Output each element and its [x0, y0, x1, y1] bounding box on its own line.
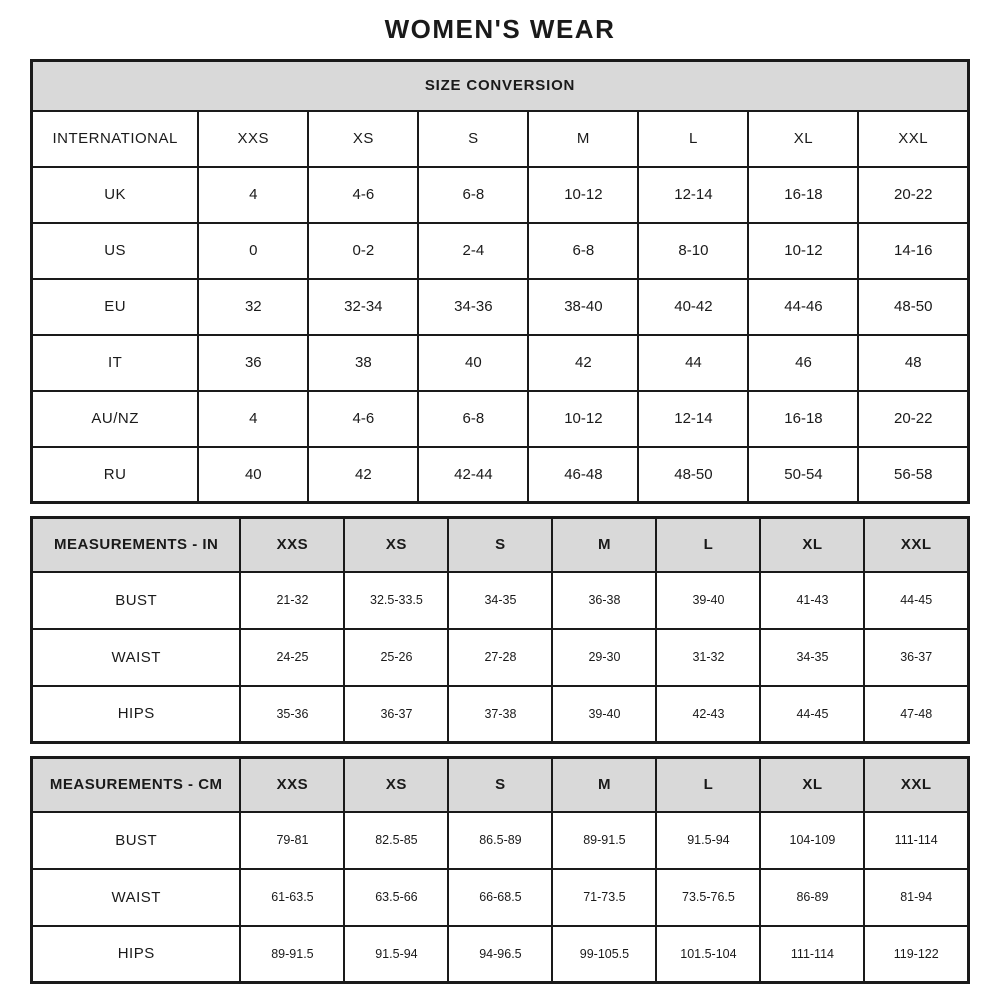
table-cell: 36-37 — [344, 686, 448, 743]
column-header-xl: XL — [760, 518, 864, 572]
table-cell: 8-10 — [638, 223, 748, 279]
column-header-xs: XS — [308, 111, 418, 167]
row-label-hips: HIPS — [32, 926, 241, 983]
table-cell: 20-22 — [858, 167, 968, 223]
table-row-uk — [32, 167, 969, 223]
row-label-bust: BUST — [32, 572, 241, 629]
column-header-s: S — [448, 518, 552, 572]
table-row-it — [32, 335, 969, 391]
table-cell: 42 — [528, 335, 638, 391]
column-header-l: L — [638, 111, 748, 167]
table-row-waist-cm — [32, 869, 969, 926]
measurements-cm-table — [30, 756, 970, 984]
table-row-us — [32, 223, 969, 279]
column-header-xxs: XXS — [240, 518, 344, 572]
table-cell: 89-91.5 — [552, 812, 656, 869]
row-label-aunz: AU/NZ — [32, 391, 199, 447]
table-cell: 42 — [308, 447, 418, 503]
table-cell: 34-35 — [448, 572, 552, 629]
table-cell: 101.5-104 — [656, 926, 760, 983]
table-cell: 12-14 — [638, 391, 748, 447]
table-cell: 31-32 — [656, 629, 760, 686]
table-cell: 119-122 — [864, 926, 968, 983]
table-cell: 39-40 — [656, 572, 760, 629]
table-cell: 99-105.5 — [552, 926, 656, 983]
column-header-m: M — [528, 111, 638, 167]
row-label-it: IT — [32, 335, 199, 391]
table-cell: 86.5-89 — [448, 812, 552, 869]
row-label-ru: RU — [32, 447, 199, 503]
table-cell: 41-43 — [760, 572, 864, 629]
column-header-s: S — [418, 111, 528, 167]
row-label-waist: WAIST — [32, 629, 241, 686]
table-cell: 36-38 — [552, 572, 656, 629]
table-row-aunz — [32, 391, 969, 447]
measurements-cm-header-row — [32, 758, 969, 812]
table-cell: 29-30 — [552, 629, 656, 686]
table-cell: 40-42 — [638, 279, 748, 335]
table-cell: 79-81 — [240, 812, 344, 869]
table-cell: 16-18 — [748, 391, 858, 447]
table-cell: 25-26 — [344, 629, 448, 686]
row-label-bust: BUST — [32, 812, 241, 869]
table-row-hips-cm — [32, 926, 969, 983]
table-cell: 44-45 — [760, 686, 864, 743]
column-header-xxs: XXS — [198, 111, 308, 167]
table-cell: 20-22 — [858, 391, 968, 447]
table-cell: 56-58 — [858, 447, 968, 503]
table-cell: 6-8 — [418, 391, 528, 447]
table-cell: 27-28 — [448, 629, 552, 686]
table-cell: 89-91.5 — [240, 926, 344, 983]
column-header-xs: XS — [344, 758, 448, 812]
table-cell: 4-6 — [308, 391, 418, 447]
table-row-bust-in — [32, 572, 969, 629]
table-cell: 38-40 — [528, 279, 638, 335]
table-banner-row — [32, 61, 969, 111]
table-cell: 4 — [198, 167, 308, 223]
column-header-xxl: XXL — [858, 111, 968, 167]
column-header-xl: XL — [760, 758, 864, 812]
table-cell: 48-50 — [858, 279, 968, 335]
table-cell: 35-36 — [240, 686, 344, 743]
size-conversion-header: SIZE CONVERSION — [32, 61, 969, 111]
column-header-xxs: XXS — [240, 758, 344, 812]
table-cell: 10-12 — [748, 223, 858, 279]
column-header-xxl: XXL — [864, 518, 968, 572]
column-header-m: M — [552, 758, 656, 812]
table-cell: 37-38 — [448, 686, 552, 743]
table-cell: 0-2 — [308, 223, 418, 279]
measurements-in-header: MEASUREMENTS - IN — [32, 518, 241, 572]
table-cell: 14-16 — [858, 223, 968, 279]
table-cell: 32 — [198, 279, 308, 335]
row-label-uk: UK — [32, 167, 199, 223]
table-cell: 66-68.5 — [448, 869, 552, 926]
column-header-xxl: XXL — [864, 758, 968, 812]
column-header-l: L — [656, 518, 760, 572]
table-cell: 71-73.5 — [552, 869, 656, 926]
column-header-xs: XS — [344, 518, 448, 572]
table-row-hips-in — [32, 686, 969, 743]
measurements-in-table — [30, 516, 970, 744]
table-cell: 48 — [858, 335, 968, 391]
table-cell: 111-114 — [864, 812, 968, 869]
table-cell: 2-4 — [418, 223, 528, 279]
table-cell: 6-8 — [528, 223, 638, 279]
table-cell: 16-18 — [748, 167, 858, 223]
table-cell: 50-54 — [748, 447, 858, 503]
table-cell: 4 — [198, 391, 308, 447]
table-cell: 47-48 — [864, 686, 968, 743]
table-cell: 0 — [198, 223, 308, 279]
page-title: WOMEN'S WEAR — [384, 14, 616, 44]
column-header-international: INTERNATIONAL — [32, 111, 199, 167]
measurements-cm-header: MEASUREMENTS - CM — [32, 758, 241, 812]
table-cell: 94-96.5 — [448, 926, 552, 983]
table-cell: 111-114 — [760, 926, 864, 983]
table-cell: 36-37 — [864, 629, 968, 686]
table-cell: 6-8 — [418, 167, 528, 223]
table-cell: 34-35 — [760, 629, 864, 686]
table-cell: 63.5-66 — [344, 869, 448, 926]
table-cell: 39-40 — [552, 686, 656, 743]
table-cell: 21-32 — [240, 572, 344, 629]
table-cell: 44 — [638, 335, 748, 391]
table-row-eu — [32, 279, 969, 335]
table-cell: 12-14 — [638, 167, 748, 223]
table-cell: 24-25 — [240, 629, 344, 686]
table-cell: 44-45 — [864, 572, 968, 629]
row-label-eu: EU — [32, 279, 199, 335]
row-label-us: US — [32, 223, 199, 279]
table-cell: 10-12 — [528, 167, 638, 223]
column-header-xl: XL — [748, 111, 858, 167]
table-cell: 4-6 — [308, 167, 418, 223]
table-cell: 46-48 — [528, 447, 638, 503]
table-cell: 91.5-94 — [656, 812, 760, 869]
measurements-in-header-row — [32, 518, 969, 572]
table-cell: 48-50 — [638, 447, 748, 503]
table-cell: 82.5-85 — [344, 812, 448, 869]
table-cell: 32.5-33.5 — [344, 572, 448, 629]
size-conversion-table — [30, 59, 970, 504]
row-label-hips: HIPS — [32, 686, 241, 743]
table-cell: 46 — [748, 335, 858, 391]
table-cell: 44-46 — [748, 279, 858, 335]
size-conversion-column-header-row — [32, 111, 969, 167]
table-row-waist-in — [32, 629, 969, 686]
table-cell: 42-43 — [656, 686, 760, 743]
table-cell: 38 — [308, 335, 418, 391]
table-cell: 81-94 — [864, 869, 968, 926]
table-cell: 32-34 — [308, 279, 418, 335]
table-row-bust-cm — [32, 812, 969, 869]
row-label-waist: WAIST — [32, 869, 241, 926]
table-cell: 40 — [198, 447, 308, 503]
column-header-l: L — [656, 758, 760, 812]
column-header-s: S — [448, 758, 552, 812]
table-row-ru — [32, 447, 969, 503]
table-cell: 86-89 — [760, 869, 864, 926]
table-cell: 42-44 — [418, 447, 528, 503]
table-cell: 40 — [418, 335, 528, 391]
table-cell: 104-109 — [760, 812, 864, 869]
table-cell: 36 — [198, 335, 308, 391]
table-cell: 91.5-94 — [344, 926, 448, 983]
table-cell: 10-12 — [528, 391, 638, 447]
table-cell: 34-36 — [418, 279, 528, 335]
table-cell: 73.5-76.5 — [656, 869, 760, 926]
column-header-m: M — [552, 518, 656, 572]
table-cell: 61-63.5 — [240, 869, 344, 926]
